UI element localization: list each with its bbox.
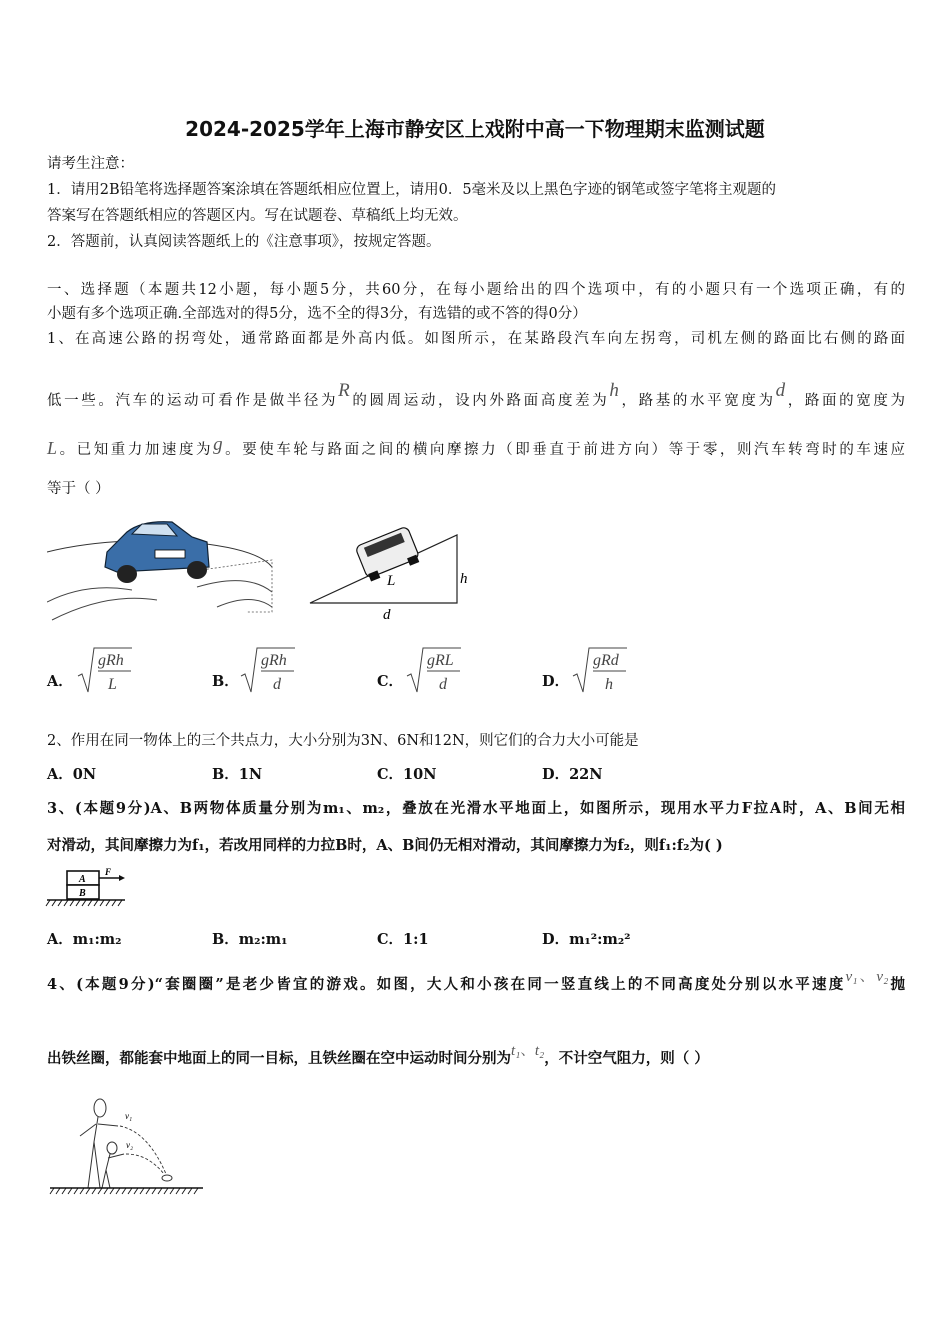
notice-item-2: 2．答题前，认真阅读答题纸上的《注意事项》，按规定答题。 xyxy=(47,234,441,250)
notice-item-1a: 1．请用2B铅笔将选择题答案涂填在答题纸相应位置上，请用0．5毫米及以上黑色字迹的钢笔或签字笔将主观题的 xyxy=(47,182,777,198)
incline-d-label: d xyxy=(383,607,391,623)
q1-option-c-label: C． xyxy=(377,673,404,690)
q3-line-2: 对滑动，其间摩擦力为f₁，若改用同样的力拉B时，A、B间仍无相对滑动，其间摩擦力为f₂，则f₁:f₂为( ) xyxy=(47,837,723,854)
incline-h-label: h xyxy=(460,571,468,587)
q1-line-3: L。已知重力加速度为g。要使车轮与路面之间的横向摩擦力（即垂直于前进方向）等于零，则汽车转弯时的车速应 xyxy=(47,434,906,458)
var-t2: t₂ xyxy=(534,1043,545,1059)
q1-option-d-formula xyxy=(571,644,629,696)
incline-figure xyxy=(305,525,475,625)
svg-text:d: d xyxy=(439,676,447,693)
q1-option-a-formula xyxy=(76,644,134,696)
q1-option-b-label: B． xyxy=(212,673,239,690)
stacked-blocks-figure xyxy=(45,866,127,910)
child-figure-icon xyxy=(107,1142,117,1154)
q1-option-b-formula xyxy=(239,644,297,696)
var-v2: v₂ xyxy=(876,969,889,985)
svg-text:gRd: gRd xyxy=(593,652,619,669)
var-g: g xyxy=(213,434,223,455)
var-L: L xyxy=(47,438,58,458)
q4-line-2: 出铁丝圈，都能套中地面上的同一目标，且铁丝圈在空中运动时间分别为t₁、t₂，不计空气阻力，则（ ） xyxy=(47,1043,709,1067)
q2-option-a: A．0N xyxy=(47,766,97,783)
q3-option-d: D．m₁²:m₂² xyxy=(542,931,631,948)
section-line-1: 一、选择题（本题共12小题，每小题5分，共60分，在每小题给出的四个选项中，有的小题只有一个选项正确，有的 xyxy=(47,282,905,298)
car-rear-icon xyxy=(355,526,420,579)
car-curve-figure xyxy=(47,512,275,624)
q3-line-1: 3、(本题9分)A、B两物体质量分别为m₁、m₂，叠放在光滑水平地面上，如图所示，现用水平力F拉A时，A、B间无相 xyxy=(47,800,905,817)
notice-heading: 请考生注意： xyxy=(47,156,134,172)
q2-option-c: C．10N xyxy=(377,766,437,783)
svg-text:A: A xyxy=(79,874,86,885)
ring-toss-figure xyxy=(48,1092,208,1200)
q1-line-4: 等于（ ） xyxy=(47,481,110,497)
svg-text:v₁: v₁ xyxy=(125,1111,133,1121)
q3-option-c: C．1:1 xyxy=(377,931,429,948)
notice-item-1b: 答案写在答题纸相应的答题区内。写在试题卷、草稿纸上均无效。 xyxy=(47,208,468,224)
svg-text:gRh: gRh xyxy=(261,652,287,669)
svg-text:h: h xyxy=(605,676,613,693)
q3-option-b: B．m₂:m₁ xyxy=(212,931,288,948)
target-icon xyxy=(162,1175,172,1181)
q3-option-a: A．m₁:m₂ xyxy=(47,931,122,948)
svg-text:F: F xyxy=(105,867,112,877)
var-t1: t₁ xyxy=(511,1043,521,1059)
svg-text:gRL: gRL xyxy=(427,652,454,669)
var-h: h xyxy=(609,380,619,401)
svg-text:v₂: v₂ xyxy=(126,1140,134,1150)
q1-option-a-label: A． xyxy=(47,673,73,690)
q2-option-d: D．22N xyxy=(542,766,603,783)
adult-figure-icon xyxy=(94,1099,106,1117)
svg-text:gRh: gRh xyxy=(98,652,124,669)
svg-text:L: L xyxy=(108,676,117,693)
incline-L-label: L xyxy=(387,573,396,589)
svg-text:B: B xyxy=(79,888,86,899)
var-d: d xyxy=(775,380,786,401)
q2-text: 2、作用在同一物体上的三个共点力，大小分别为3N、6N和12N，则它们的合力大小可能是 xyxy=(47,733,639,749)
svg-text:d: d xyxy=(273,676,281,693)
section-line-2: 小题有多个选项正确.全部选对的得5分，选不全的得3分，有选错的或不答的得0分） xyxy=(47,306,587,322)
var-v1: v₁ xyxy=(845,969,858,985)
q1-option-d-label: D． xyxy=(542,673,570,690)
q4-line-1: 4、(本题9分)“套圈圈”是老少皆宜的游戏。如图，大人和小孩在同一竖直线上的不同高度处分别以水平速度v₁、v₂抛 xyxy=(47,969,906,993)
var-R: R xyxy=(338,380,350,401)
q1-line-1: 1、在高速公路的拐弯处，通常路面都是外高内低。如图所示，在某路段汽车向左拐弯，司机左侧的路面比右侧的路面 xyxy=(47,331,905,347)
q1-line-2: 低一些。汽车的运动可看作是做半径为R的圆周运动，设内外路面高度差为h，路基的水平宽度为d，路面的宽度为 xyxy=(47,380,906,409)
q1-option-c-formula xyxy=(405,644,463,696)
q2-option-b: B．1N xyxy=(212,766,263,783)
page-title: 2024-2025学年上海市静安区上戏附中高一下物理期末监测试题 xyxy=(185,117,765,141)
